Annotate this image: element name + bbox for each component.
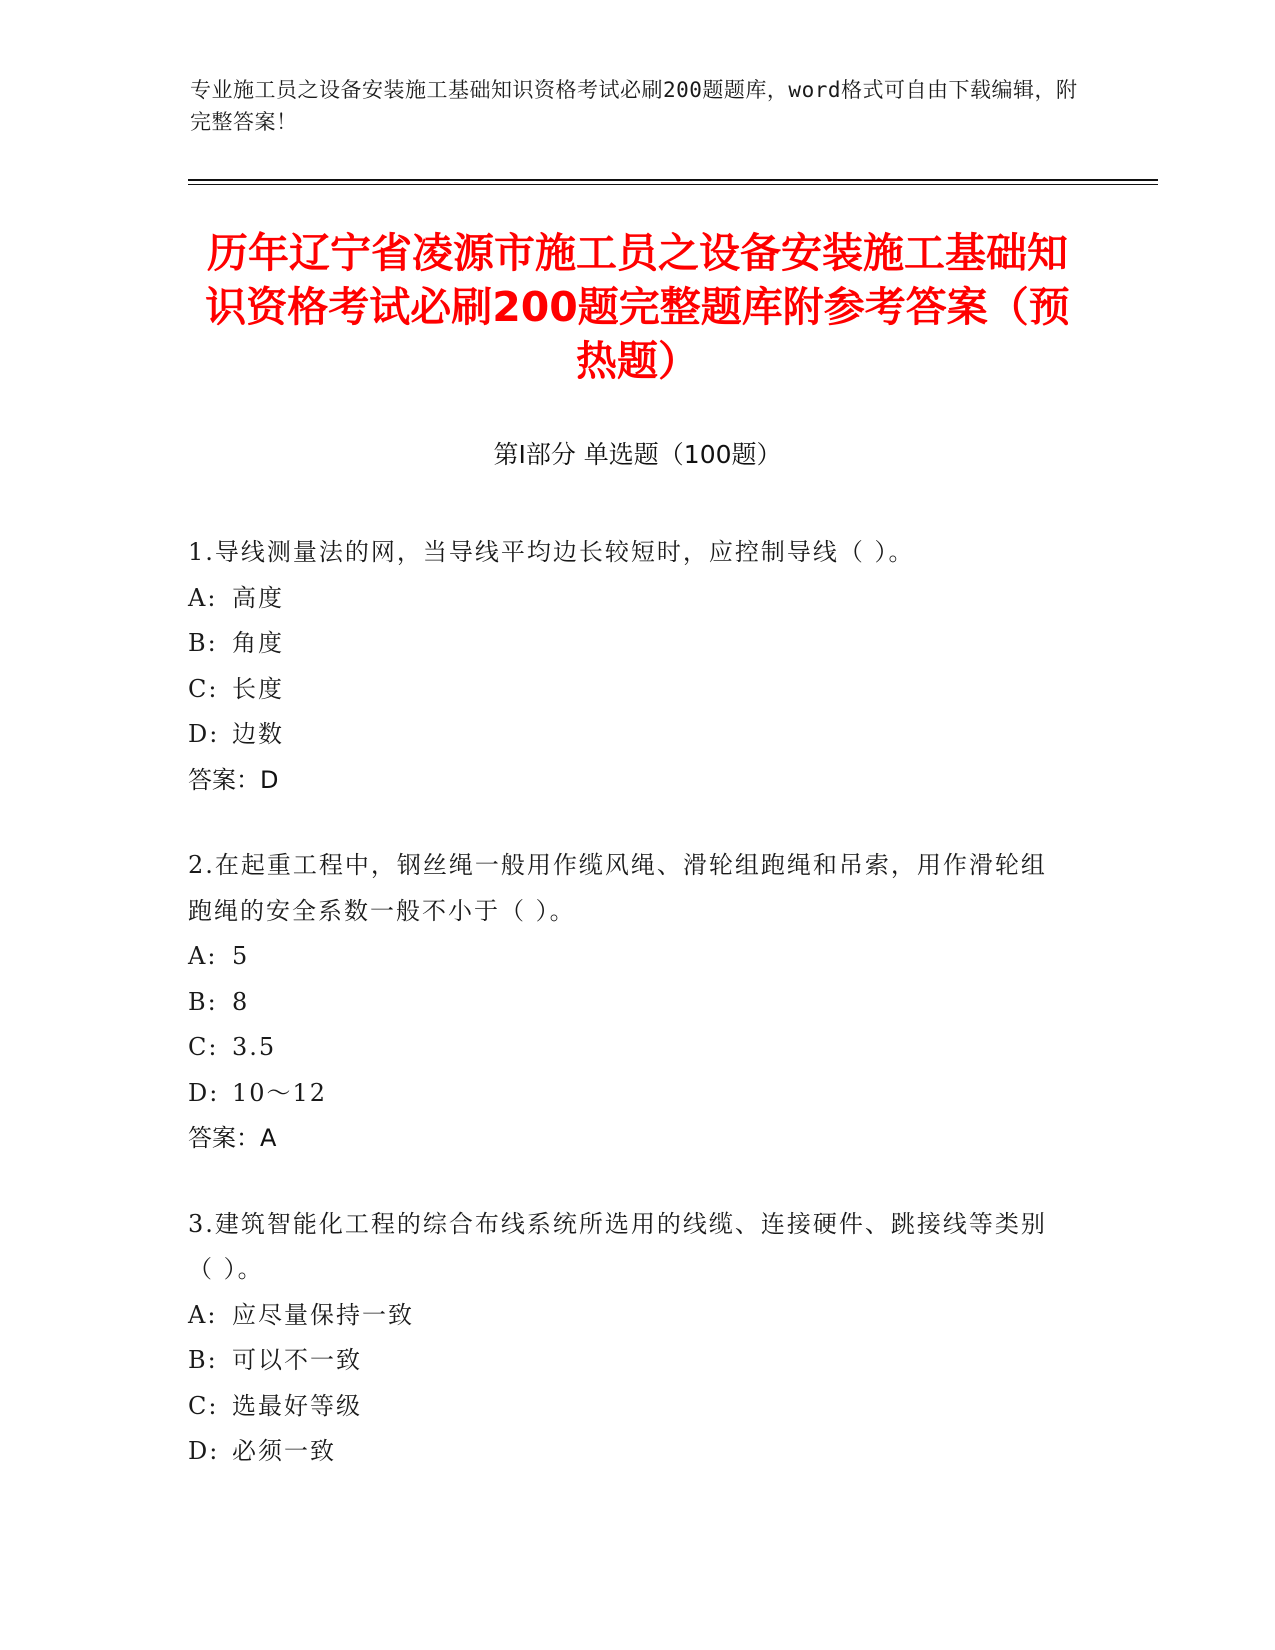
question-1 — [188, 530, 1068, 803]
option-d — [188, 1071, 1068, 1117]
option-text: 高度 — [232, 583, 284, 612]
option-a — [188, 576, 1068, 622]
option-letter: D: — [188, 1437, 220, 1465]
option-b — [188, 1338, 1068, 1384]
option-text: 选最好等级 — [232, 1391, 362, 1420]
option-text: 角度 — [232, 629, 284, 657]
option-c — [188, 667, 1068, 713]
option-a — [188, 934, 1068, 980]
option-b — [188, 980, 1068, 1026]
option-letter: A: — [188, 1300, 218, 1329]
question-text: 3.建筑智能化工程的综合布线系统所选用的线缆、连接硬件、跳接线等类别（ ）。 — [188, 1209, 1047, 1283]
answer-line: 答案：A — [188, 1124, 277, 1152]
option-text: 长度 — [232, 674, 284, 703]
option-c — [188, 1384, 1068, 1430]
option-letter: B: — [188, 987, 218, 1016]
header-note: 专业施工员之设备安装施工基础知识资格考试必刷200题题库，word格式可自由下载编辑，附完整答案！ — [190, 78, 1078, 134]
question-text: 2.在起重工程中，钢丝绳一般用作缆风绳、滑轮组跑绳和吊索，用作滑轮组跑绳的安全系数一般不小于（ ）。 — [188, 851, 1047, 925]
option-text: 10～12 — [232, 1078, 328, 1107]
option-letter: D: — [188, 1078, 220, 1107]
question-3 — [188, 1202, 1068, 1475]
option-text: 可以不一致 — [232, 1346, 362, 1374]
option-c — [188, 1025, 1068, 1071]
option-a — [188, 1293, 1068, 1339]
option-letter: B: — [188, 1346, 218, 1374]
question-list — [188, 530, 1068, 1515]
option-d — [188, 1429, 1068, 1475]
option-text: 必须一致 — [232, 1437, 336, 1465]
option-letter: B: — [188, 629, 218, 657]
option-text: 边数 — [232, 720, 284, 748]
answer-line: 答案：D — [188, 765, 279, 794]
option-text: 应尽量保持一致 — [232, 1300, 414, 1329]
header-rule-thick — [188, 179, 1158, 181]
question-2 — [188, 843, 1068, 1162]
option-text: 3.5 — [232, 1033, 277, 1061]
question-text: 1.导线测量法的网，当导线平均边长较短时，应控制导线（ ）。 — [188, 538, 915, 566]
option-d — [188, 712, 1068, 758]
option-text: 8 — [232, 987, 250, 1016]
option-b — [188, 621, 1068, 667]
header-rule-thin — [188, 184, 1158, 185]
option-letter: A: — [188, 942, 218, 970]
option-text: 5 — [232, 942, 250, 970]
option-letter: C: — [188, 1033, 219, 1061]
option-letter: D: — [188, 720, 220, 748]
option-letter: C: — [188, 1391, 219, 1420]
option-letter: C: — [188, 674, 219, 703]
section-heading: 第Ⅰ部分 单选题（100题） — [493, 440, 782, 469]
option-letter: A: — [188, 583, 218, 612]
document-title: 历年辽宁省凌源市施工员之设备安装施工基础知识资格考试必刷200题完整题库附参考答案（预热题） — [205, 229, 1070, 385]
